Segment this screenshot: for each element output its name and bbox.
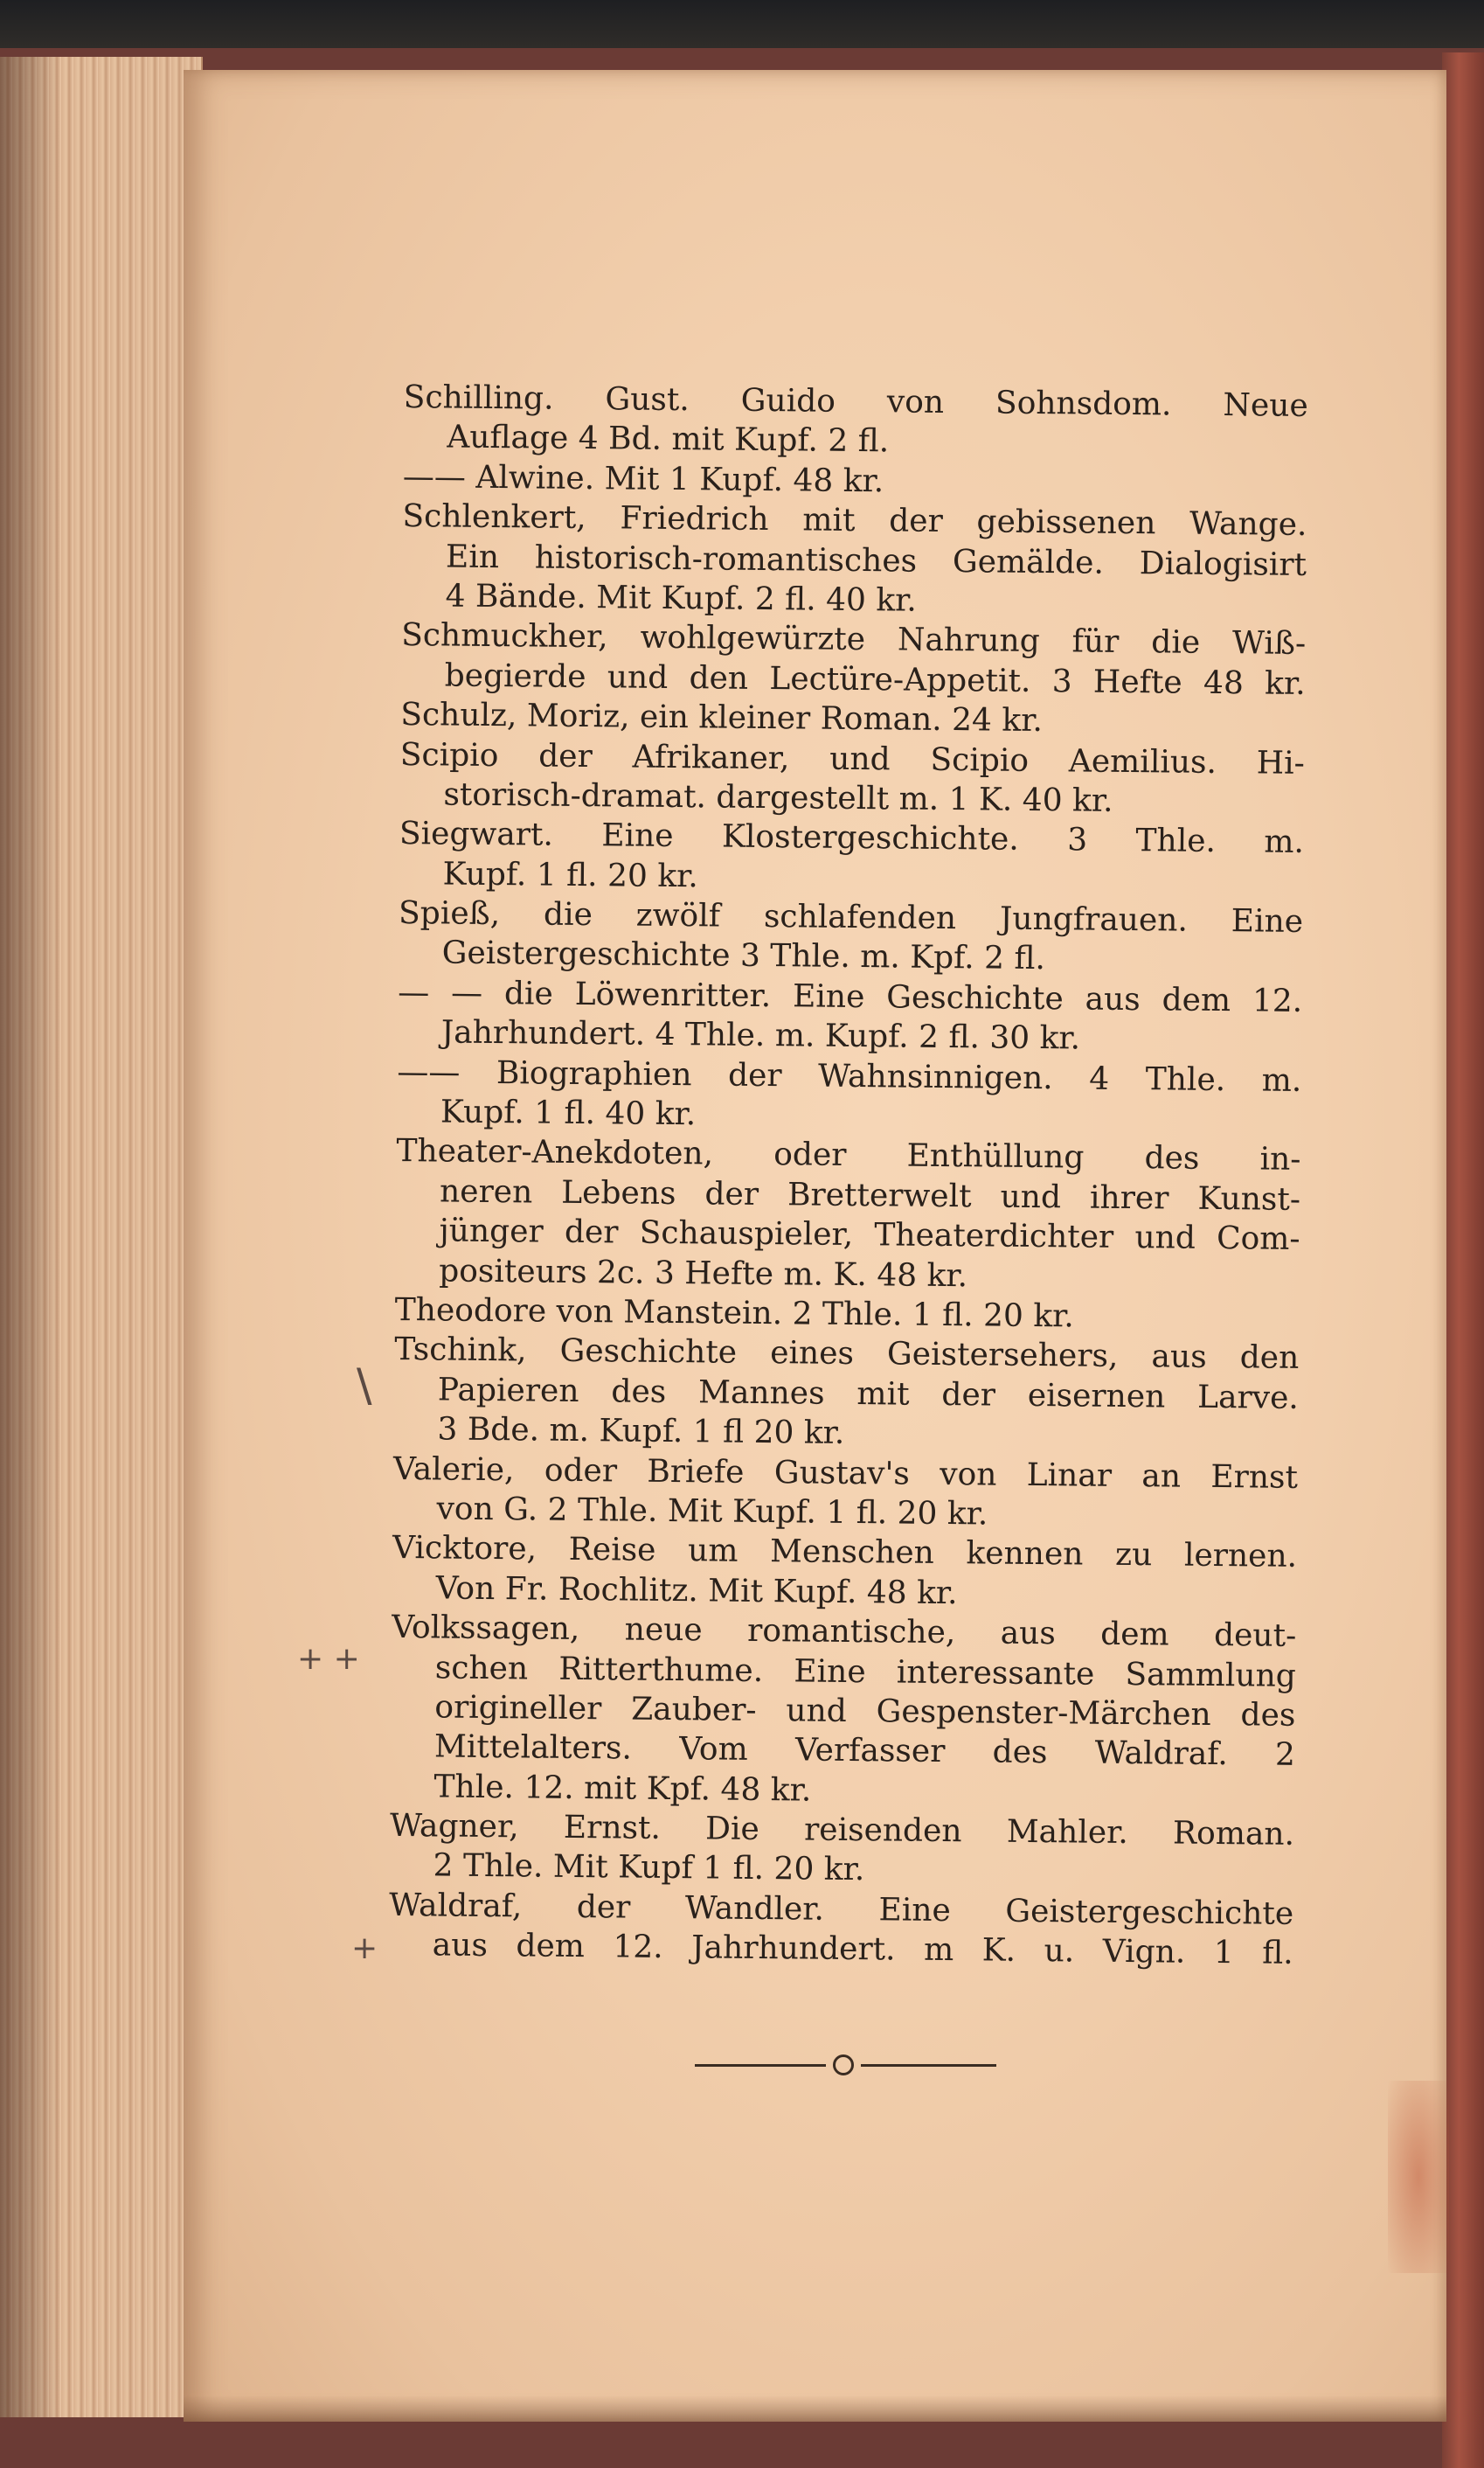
end-ornament — [695, 2053, 996, 2079]
entry — [403, 378, 1308, 466]
entry-line: Geistergeschichte 3 Thle. m. Kpf. 2 fl. — [441, 935, 1046, 977]
entry-line: Jahrhundert. 4 Thle. m. Kupf. 2 fl. 30 kr. — [440, 1014, 1081, 1057]
entry-line: origineller Zauber- und Gespenster-Märchen des — [434, 1689, 1296, 1734]
page-bottom-shadow — [184, 2395, 1446, 2422]
entry — [393, 1330, 1299, 1457]
entry — [397, 1053, 1302, 1141]
entry — [401, 497, 1307, 624]
entry-line: — — die Löwenritter. Eine Geschichte aus dem 12. — [398, 974, 1303, 1019]
entry-line: neren Lebens der Bretterwelt und ihrer Kunst- — [439, 1173, 1301, 1218]
entry-line: Tschink, Geschichte eines Geistersehers, aus den — [394, 1331, 1300, 1377]
entry-line: Ein historisch-romantisches Gemälde. Dialogisirt — [445, 539, 1307, 583]
entry-line: 3 Bde. m. Kupf. 1 fl 20 kr. — [437, 1411, 845, 1452]
entry-line: Siegwart. Eine Klostergeschichte. 3 Thle. m. — [399, 816, 1305, 861]
entry-line: Scipio der Afrikaner, und Scipio Aemilius. Hi- — [399, 736, 1306, 782]
entry — [389, 1806, 1294, 1894]
cover-stain — [1388, 2081, 1449, 2273]
entry-line: Von Fr. Rochlitz. Mit Kupf. 48 kr. — [435, 1570, 958, 1611]
entry-line: Theater-Anekdoten, oder Enthüllung des in- — [396, 1133, 1301, 1178]
entry — [399, 814, 1304, 902]
entry-line: Auflage 4 Bd. mit Kupf. 2 fl. — [447, 419, 890, 460]
ornament-knot — [833, 2054, 854, 2075]
entry-line: Kupf. 1 fl. 20 kr. — [442, 856, 699, 894]
entry — [401, 615, 1307, 704]
entry — [389, 1886, 1294, 1974]
entry-line: Schilling. Gust. Guido von Sohnsdom. Neue — [403, 379, 1308, 424]
catalog-entries — [389, 378, 1308, 1973]
entry-line: Volkssagen, neue romantische, aus dem deut- — [392, 1609, 1297, 1654]
entry-line: 2 Thle. Mit Kupf 1 fl. 20 kr. — [433, 1847, 865, 1888]
pencil-margin-mark: \ — [357, 1359, 372, 1412]
entry-line: Kupf. 1 fl. 40 kr. — [440, 1094, 697, 1133]
entry — [395, 1131, 1301, 1298]
ornament-bar-left — [695, 2064, 826, 2067]
entry-line: jünger der Schauspieler, Theaterdichter und Com- — [439, 1213, 1300, 1258]
entry-line: Papieren des Mannes mit der eisernen Larve. — [437, 1372, 1300, 1416]
entry-line: Valerie, oder Briefe Gustav's von Linar an Ernst — [392, 1450, 1299, 1496]
entry-line: Theodore von Manstein. 2 Thle. 1 fl. 20 kr. — [394, 1291, 1075, 1335]
entry-line: begierde und den Lectüre-Appetit. 3 Hefte 48 kr. — [444, 657, 1306, 702]
entry-line: schen Ritterthume. Eine interessante Sammlung — [434, 1649, 1296, 1694]
entry — [399, 734, 1305, 823]
entry-line: Thle. 12. mit Kpf. 48 kr. — [433, 1769, 812, 1809]
entry — [398, 893, 1303, 982]
entry — [398, 973, 1303, 1061]
entry-line: Schlenkert, Friedrich mit der gebissenen Wange. — [402, 498, 1307, 544]
entry-line: storisch-dramat. dargestellt m. 1 K. 40 kr. — [443, 776, 1113, 819]
entry-line: —— Biographien der Wahnsinnigen. 4 Thle. m. — [397, 1053, 1302, 1099]
entry-line: von G. 2 Thle. Mit Kupf. 1 fl. 20 kr. — [436, 1491, 988, 1533]
entry-line: Waldraf, der Wandler. Eine Geistergeschichte — [389, 1887, 1294, 1932]
entry-line: Schulz, Moriz, ein kleiner Roman. 24 kr. — [400, 697, 1044, 740]
entry — [390, 1608, 1296, 1815]
cross-margin-mark: + + — [297, 1641, 360, 1677]
entry-line: 4 Bände. Mit Kupf. 2 fl. 40 kr. — [445, 578, 918, 619]
entry — [392, 1449, 1298, 1537]
entry-line: —— Alwine. Mit 1 Kupf. 48 kr. — [402, 458, 884, 500]
entry-line: Vicktore, Reise um Menschen kennen zu lernen. — [392, 1530, 1298, 1575]
cross-margin-mark: + — [351, 1930, 378, 1966]
entry-line: aus dem 12. Jahrhundert. m K. u. Vign. 1 fl. — [432, 1927, 1293, 1972]
entry-line: Mittelalters. Vom Verfasser des Waldraf. 2 — [433, 1728, 1296, 1774]
page-stack-shadow — [0, 57, 61, 2417]
entry — [392, 1528, 1297, 1616]
entry-line: positeurs 2c. 3 Hefte m. K. 48 kr. — [438, 1253, 968, 1294]
ornament-bar-right — [861, 2064, 996, 2067]
entry-line: Schmuckher, wohlgewürzte Nahrung für die Wiß- — [400, 617, 1307, 663]
entry-line: Spieß, die zwölf schlafenden Jungfrauen. Eine — [398, 895, 1304, 940]
entry-line: Wagner, Ernst. Die reisenden Mahler. Roman. — [389, 1807, 1295, 1853]
